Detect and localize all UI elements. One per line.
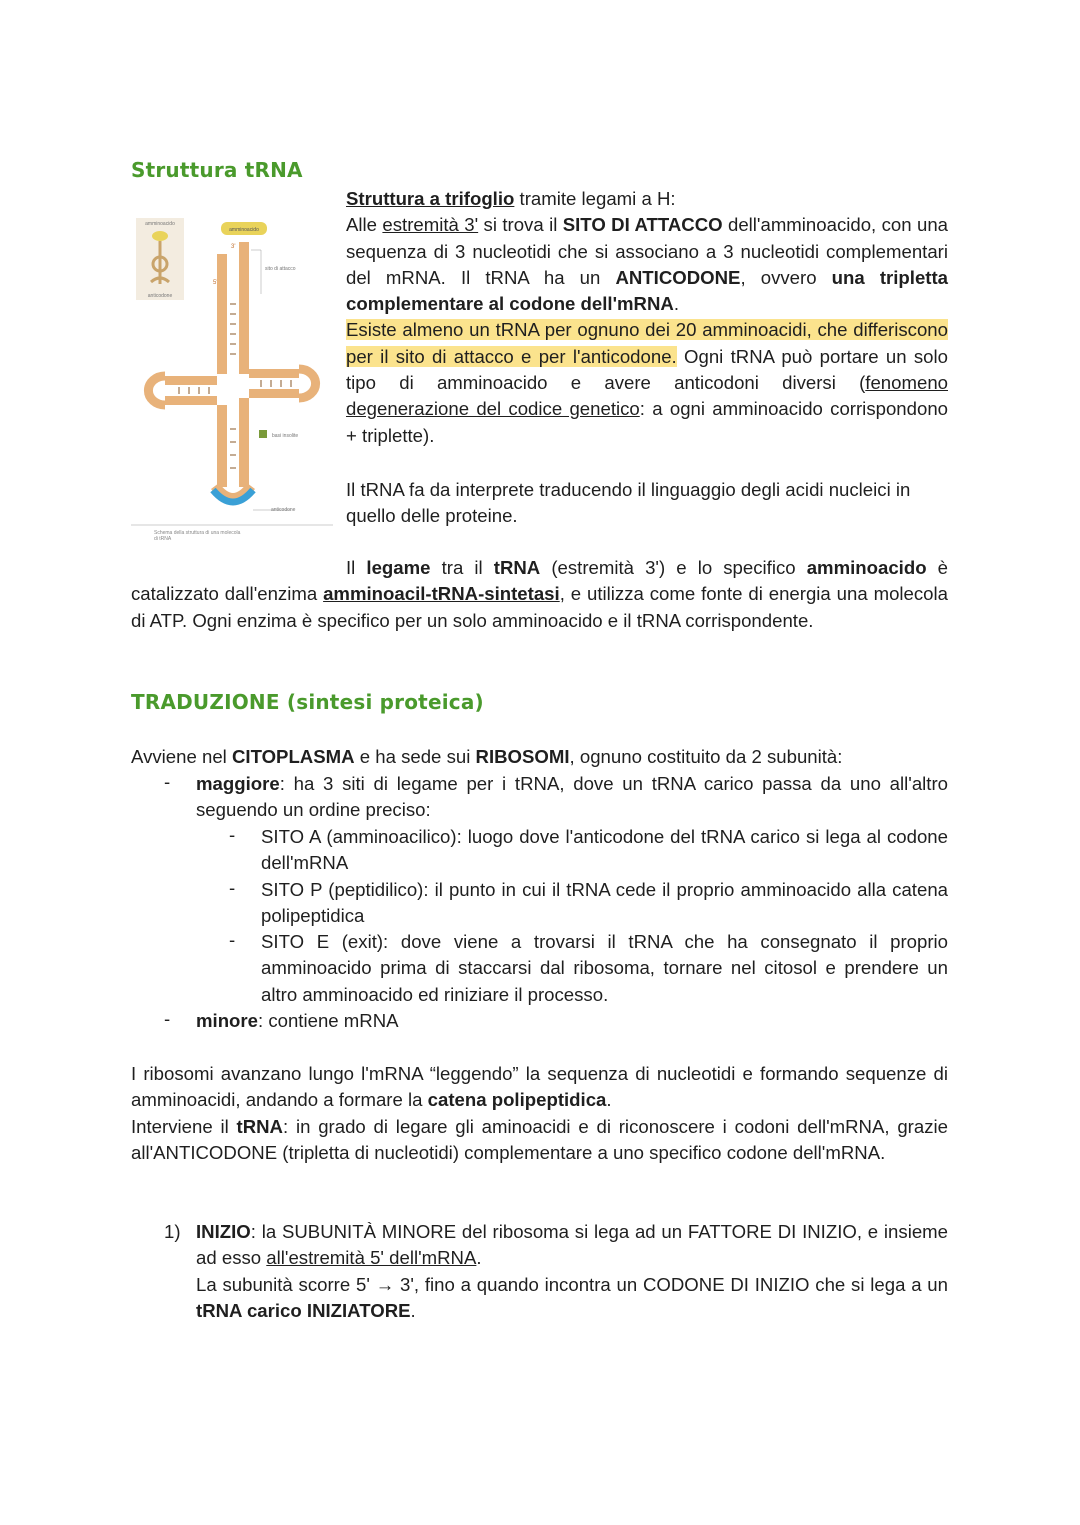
list-item-sito-a: SITO A (amminoacilico): luogo dove l'anticodone del tRNA carico si lega al codone dell'mRNA — [261, 826, 948, 874]
paragraph-struttura: Struttura a trifoglio tramite legami a H: Alle estremità 3' si trova il SITO DI ATTACCO dell'amminoacido, con una sequenza di 3 nucleotidi che si associano a 3 nucleotidi complementari del mRNA. Il tRNA ha un ANTICODONE, ovvero una tripletta complementare al codone dell'mRNA. Esiste almeno un tRNA per ognuno dei 20 amminoacidi, che differiscono per il sito di attacco e per l'anticodone. Ogni tRNA può portare un solo tipo di amminoacido e avere anticodoni diversi (fenomeno degenerazione del codice genetico: a ogni amminoacido corrispondono + triplette). — [346, 188, 949, 446]
label-amminoacido-top: amminoacido — [229, 227, 259, 233]
paragraph-legame: Il legame tra il tRNA (estremità 3') e lo specifico amminoacido è catalizzato dall'enzima amminoacil-tRNA-sintetasi, e utilizza come fonte di energia una molecola di ATP. Ogni enzima è specifico per un solo amminoacido e il tRNA corrispondente. — [131, 557, 948, 631]
step-inizio: INIZIO: la SUBUNITÀ MINORE del ribosoma si lega ad un FATTORE DI INIZIO, e insieme ad esso all'estremità 5' dell'mRNA. La subunità scorre 5' → 3', fino a quando incontra un CODONE DI INIZIO che si lega a un tRNA carico INIZIATORE. — [196, 1221, 948, 1321]
list-item-sito-e: SITO E (exit): dove viene a trovarsi il tRNA che ha consegnato il proprio amminoacido prima di staccarsi dal ribosoma, tornare nel citosol e prendere un altro amminoacido ed riniziare il processo. — [261, 931, 948, 1005]
label-amminoacido-left: amminoacido — [145, 221, 175, 227]
list-item-maggiore: maggiore: ha 3 siti di legame per i tRNA, dove un tRNA carico passa da uno all'altro seguendo un ordine preciso: — [196, 773, 948, 821]
figure-caption: Schema della struttura di una molecola di tRNA — [154, 530, 241, 542]
step-number: 1) — [164, 1221, 181, 1242]
section-title-struttura-trna: Struttura tRNA — [131, 158, 303, 182]
list-item-sito-p: SITO P (peptidilico): il punto in cui il tRNA cede il proprio amminoacido alla catena polipeptidica — [261, 879, 948, 927]
label-anticodone-left: anticodone — [147, 293, 173, 299]
paragraph-interprete: Il tRNA fa da interprete traducendo il linguaggio degli acidi nucleici in quello delle proteine. — [346, 479, 911, 527]
paragraph-trna: Interviene il tRNA: in grado di legare gli aminoacidi e di riconoscere i codoni dell'mRNA, grazie all'ANTICODONE (tripletta di nucleotidi) complementare a uno specifico codone dell'mRNA. — [131, 1116, 948, 1164]
bullet-dash: - — [229, 877, 236, 898]
label-3-end: 3' — [231, 244, 236, 250]
bullet-dash: - — [229, 824, 236, 845]
paragraph-intro: Avviene nel CITOPLASMA e ha sede sui RIBOSOMI, ognuno costituito da 2 subunità: — [131, 746, 843, 767]
label-anticodone: anticodone — [271, 507, 296, 513]
section-title-traduzione: TRADUZIONE (sintesi proteica) — [131, 690, 484, 714]
label-basi-insolite: basi insolite — [272, 433, 299, 439]
label-5-end: 5' — [213, 280, 218, 286]
paragraph-ribosomi: I ribosomi avanzano lungo l'mRNA “leggendo” la sequenza di nucleotidi e formando sequenze di amminoacidi, andando a formare la catena polipeptidica. — [131, 1063, 948, 1111]
trna-diagram — [131, 214, 333, 548]
bullet-dash: - — [229, 929, 236, 950]
list-item-minore: minore: contiene mRNA — [196, 1010, 399, 1031]
bullet-dash: - — [164, 771, 171, 792]
label-sito-attacco: sito di attacco — [265, 266, 296, 272]
highlighted-text: Esiste almeno un tRNA per ognuno dei 20 amminoacidi, che differiscono per il sito di attacco e per l'anticodone. — [346, 319, 948, 367]
trna-figure — [131, 214, 333, 548]
bullet-dash: - — [164, 1008, 171, 1029]
